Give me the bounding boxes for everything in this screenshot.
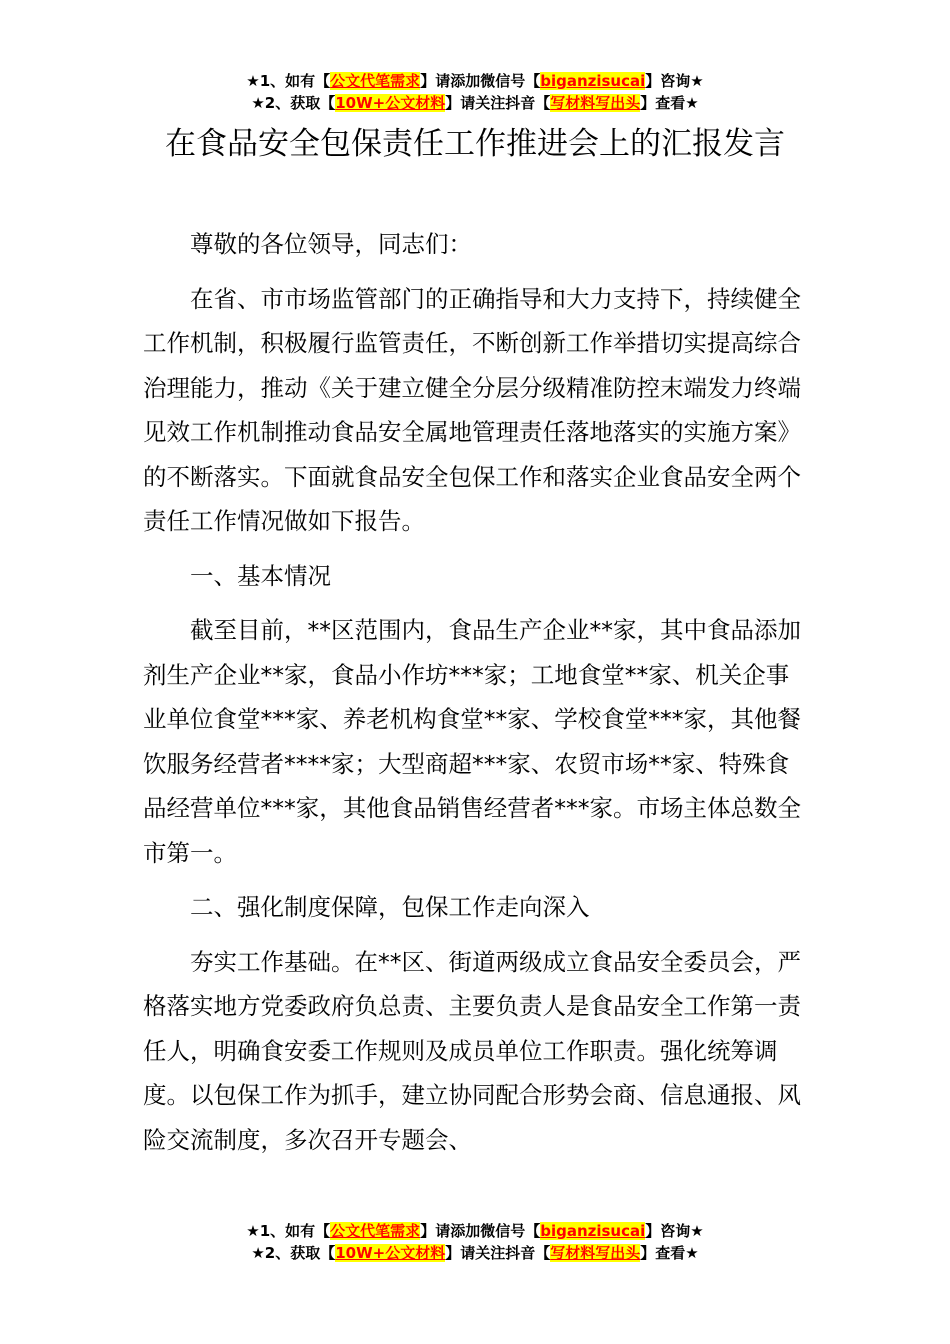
promo-line-2 xyxy=(0,92,950,114)
salutation: 尊敬的各位领导，同志们： xyxy=(190,230,472,258)
paragraph-basic-info: 截至目前，**区范围内，食品生产企业**家，其中食品添加剂生产企业**家，食品小作坊***家；工地食堂**家、机关企事业单位食堂***家、养老机构食堂**家、学校食堂***家，其他餐饮服务经营者****家；大型商超***家、农贸市场**家、特殊食品经营单位***家，其他食品销售经营者***家。市场主体总数全市第一。 xyxy=(143,616,801,867)
promo-highlight: biganzisucai xyxy=(540,72,646,90)
promo-highlight: 公文代笔需求 xyxy=(330,1222,421,1240)
promo-highlight: 写材料写出头 xyxy=(550,94,641,112)
section-heading-1: 一、基本情况 xyxy=(190,561,331,590)
promo-text: 】请添加微信号【 xyxy=(420,1222,541,1240)
section-heading-2: 二、强化制度保障，包保工作走向深入 xyxy=(190,893,590,921)
promo-text: ★2、获取【 xyxy=(251,1244,336,1262)
promo-highlight: 写材料写出头 xyxy=(550,1244,641,1262)
document-body xyxy=(143,222,809,1172)
promo-highlight: 10W+公文材料 xyxy=(335,1244,446,1262)
promo-text: ★2、获取【 xyxy=(251,94,336,112)
promo-text: 】咨询★ xyxy=(645,72,704,90)
promo-highlight: biganzisucai xyxy=(540,1222,646,1240)
promo-text: 】请添加微信号【 xyxy=(420,72,541,90)
promo-text: 】查看★ xyxy=(640,94,699,112)
promo-text: 】请关注抖音【 xyxy=(445,1244,551,1262)
document-title: 在食品安全包保责任工作推进会上的汇报发言 xyxy=(165,126,785,162)
promo-banner-top xyxy=(0,70,950,114)
promo-banner-bottom xyxy=(0,1220,950,1264)
promo-line-1 xyxy=(0,1220,950,1242)
promo-highlight: 公文代笔需求 xyxy=(330,72,421,90)
paragraph-intro: 在省、市市场监管部门的正确指导和大力支持下，持续健全工作机制，积极履行监管责任，不断创新工作举措切实提高综合治理能力，推动《关于建立健全分层分级精准防控末端发力终端见效工作机制推动食品安全属地管理责任落地落实的实施方案》的不断落实。下面就食品安全包保工作和落实企业食品安全两个责任工作情况做如下报告。 xyxy=(143,284,801,535)
promo-text: ★1、如有【 xyxy=(246,72,331,90)
promo-text: 】查看★ xyxy=(640,1244,699,1262)
promo-text: 】请关注抖音【 xyxy=(445,94,551,112)
promo-highlight: 10W+公文材料 xyxy=(335,94,446,112)
promo-line-1 xyxy=(0,70,950,92)
paragraph-system: 夯实工作基础。在**区、街道两级成立食品安全委员会，严格落实地方党委政府负总责、主要负责人是食品安全工作第一责任人，明确食安委工作规则及成员单位工作职责。强化统筹调度。以包保工作为抓手，建立协同配合形势会商、信息通报、风险交流制度，多次召开专题会、 xyxy=(143,947,801,1154)
promo-line-2 xyxy=(0,1242,950,1264)
promo-text: 】咨询★ xyxy=(645,1222,704,1240)
promo-text: ★1、如有【 xyxy=(246,1222,331,1240)
